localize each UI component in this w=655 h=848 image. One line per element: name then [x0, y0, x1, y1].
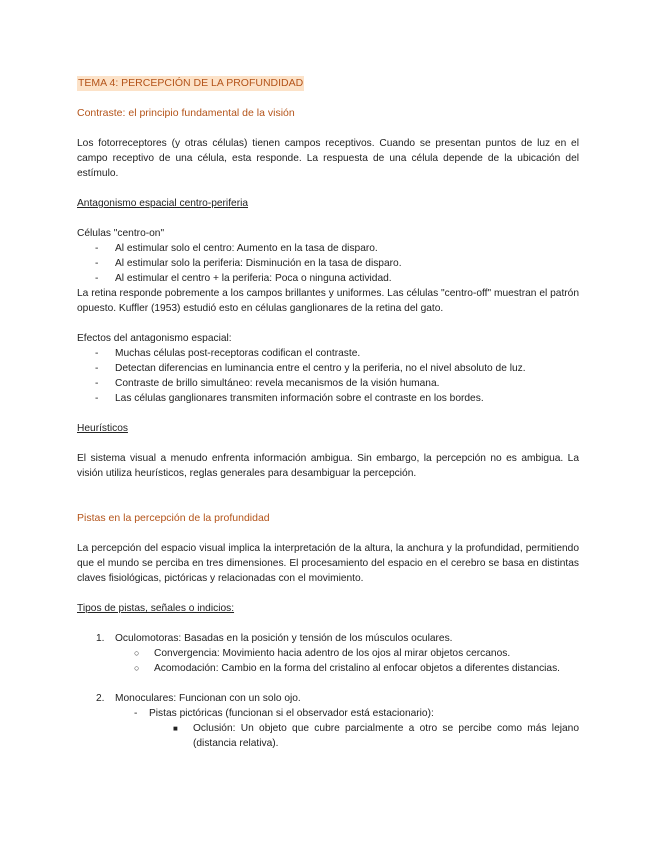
dash-bullet: -	[134, 708, 138, 719]
types-heading: Tipos de pistas, señales o indicios:	[77, 603, 235, 614]
dash-bullet: -	[95, 348, 99, 359]
retina-text: La retina responde pobremente a los campos brillantes y uniformes. Las células "centro-off" muestran el patrón opuesto. Kuffler (1953) estudió esto en células ganglionares de la retina del gato.	[77, 288, 579, 314]
document-page	[77, 76, 579, 751]
sub-item-pictoricas: - Pistas pictóricas (funcionan si el observador está estacionario):	[134, 708, 434, 719]
heuristicos-text: El sistema visual a menudo enfrenta información ambigua. Sin embargo, la percepción no es ambigua. La visión utiliza heurísticos, reglas generales para desambiguar la percepción.	[77, 453, 579, 479]
list-item: - Al estimular solo el centro: Aumento en la tasa de disparo.	[95, 243, 378, 254]
circle-bullet-icon: ○	[134, 648, 140, 658]
item-number: 1.	[96, 633, 105, 644]
list-item: - Al estimular solo la periferia: Disminución en la tasa de disparo.	[95, 258, 402, 269]
sub-item-convergencia: ○ Convergencia: Movimiento hacia adentro de los ojos al mirar objetos cercanos.	[134, 648, 511, 659]
dash-bullet: -	[95, 273, 99, 284]
effects-list	[77, 346, 579, 406]
dash-bullet: -	[95, 258, 99, 269]
effects-label: Efectos del antagonismo espacial:	[77, 333, 232, 344]
dash-bullet: -	[95, 363, 99, 374]
sub-item-oclusion: ■ Oclusión: Un objeto que cubre parcialmente a otro se percibe como más lejano (distancia relativa).	[173, 723, 579, 749]
list-item: - Muchas células post-receptoras codifican el contraste.	[95, 348, 361, 359]
list-item: - Las células ganglionares transmiten información sobre el contraste en los bordes.	[95, 393, 484, 404]
dash-bullet: -	[95, 393, 99, 404]
circle-bullet-icon: ○	[134, 663, 140, 673]
contraste-intro: Los fotorreceptores (y otras células) tienen campos receptivos. Cuando se presentan puntos de luz en el campo receptivo de una célula, esta responde. La respuesta de una célula depende de la ubicación del estímulo.	[77, 138, 579, 179]
list-item: - Contraste de brillo simultáneo: revela mecanismos de la visión humana.	[95, 378, 440, 389]
section-heading-pistas: Pistas en la percepción de la profundidad	[77, 512, 270, 524]
list-item: - Al estimular el centro + la periferia: Poca o ninguna actividad.	[95, 273, 392, 284]
cells-label: Células "centro-on"	[77, 228, 165, 239]
dash-bullet: -	[95, 243, 99, 254]
section-heading-contraste: Contraste: el principio fundamental de la visión	[77, 107, 295, 119]
section-heading-antagonismo: Antagonismo espacial centro-periferia	[77, 198, 249, 209]
list-item: - Detectan diferencias en luminancia entre el centro y la periferia, no el nivel absoluto de luz.	[95, 363, 526, 374]
square-bullet-icon: ■	[173, 724, 178, 733]
numbered-item-oculomotoras: 1. Oculomotoras: Basadas en la posición y tensión de los músculos oculares.	[96, 633, 453, 644]
section-heading-heuristicos: Heurísticos	[77, 423, 128, 434]
item-number: 2.	[96, 693, 105, 704]
dash-bullet: -	[95, 378, 99, 389]
title-row	[77, 76, 579, 91]
numbered-item-monoculares: 2. Monoculares: Funcionan con un solo ojo.	[96, 693, 301, 704]
cells-list	[77, 241, 579, 286]
sub-item-acomodacion: ○ Acomodación: Cambio en la forma del cristalino al enfocar objetos a diferentes distancias.	[134, 663, 561, 674]
document-title: TEMA 4: PERCEPCIÓN DE LA PROFUNDIDAD	[78, 77, 304, 89]
pistas-text: La percepción del espacio visual implica la interpretación de la altura, la anchura y la profundidad, permitiendo que el mundo se perciba en tres dimensiones. El procesamiento del espacio en el cerebro se basa en distintas claves fisiológicas, pictóricas y relacionadas con el movimiento.	[77, 543, 579, 584]
